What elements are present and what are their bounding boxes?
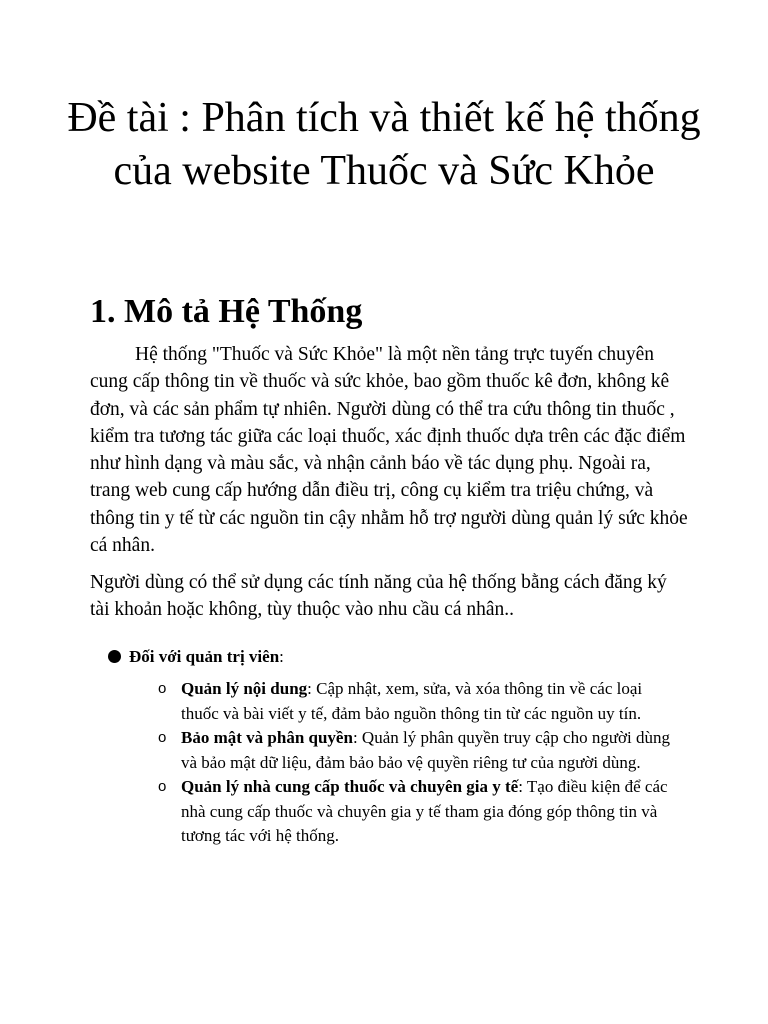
section-paragraph-1: Hệ thống "Thuốc và Sức Khỏe" là một nền tảng trực tuyến chuyên cung cấp thông tin về thuốc và sức khỏe, bao gồm thuốc kê đơn, không kê đơn, và các sản phẩm tự nhiên. Người dùng có thể tra cứu thông tin thuốc , kiểm tra tương tác giữa các loại thuốc, xác định thuốc dựa trên các đặc điểm như hình dạng và màu sắc, và nhận cảnh báo về tác dụng phụ. Ngoài ra, trang web cung cấp hướng dẫn điều trị, công cụ kiểm tra triệu chứng, và thông tin y tế từ các nguồn tin cậy nhằm hỗ trợ người dùng quản lý sức khỏe cá nhân. <box>90 344 688 557</box>
sub-marker-icon: o <box>158 680 167 697</box>
bullet-item-admin <box>108 645 284 669</box>
bullet-label: Đối với quản trị viên <box>129 647 280 666</box>
section-paragraph-2: Người dùng có thể sử dụng các tính năng của hệ thống bằng cách đăng ký tài khoản hoặc không, tùy thuộc vào nhu cầu cá nhân.. <box>90 572 667 621</box>
sub-item-title: Bảo mật và phân quyền <box>181 728 353 747</box>
document-title: Đề tài : Phân tích và thiết kế hệ thống của website Thuốc và Sức Khỏe <box>67 95 701 194</box>
sub-marker-icon: o <box>158 778 167 795</box>
admin-sub-list <box>158 677 678 849</box>
bullet-suffix: : <box>279 647 284 666</box>
sub-item-title: Quản lý nội dung <box>181 679 308 698</box>
sub-item-text: : Quản lý phân quyền truy cập cho người dùng và bảo mật dữ liệu, đảm bảo bảo vệ quyền riêng tư của người dùng. <box>181 728 670 772</box>
sub-list-item <box>158 726 678 775</box>
sub-list-item <box>158 775 678 849</box>
sub-list-item <box>158 677 678 726</box>
sub-item-title: Quản lý nhà cung cấp thuốc và chuyên gia y tế <box>181 777 519 796</box>
sub-item-text: : Tạo điều kiện để các nhà cung cấp thuốc và chuyên gia y tế tham gia đóng góp thông tin và tương tác với hệ thống. <box>181 777 668 845</box>
sub-marker-icon: o <box>158 729 167 746</box>
bullet-dot-icon <box>108 650 121 663</box>
section-heading: 1. Mô tả Hệ Thống <box>90 293 363 330</box>
sub-item-text: : Cập nhật, xem, sửa, và xóa thông tin về các loại thuốc và bài viết y tế, đảm bảo nguồn thông tin từ các nguồn uy tín. <box>181 679 643 723</box>
